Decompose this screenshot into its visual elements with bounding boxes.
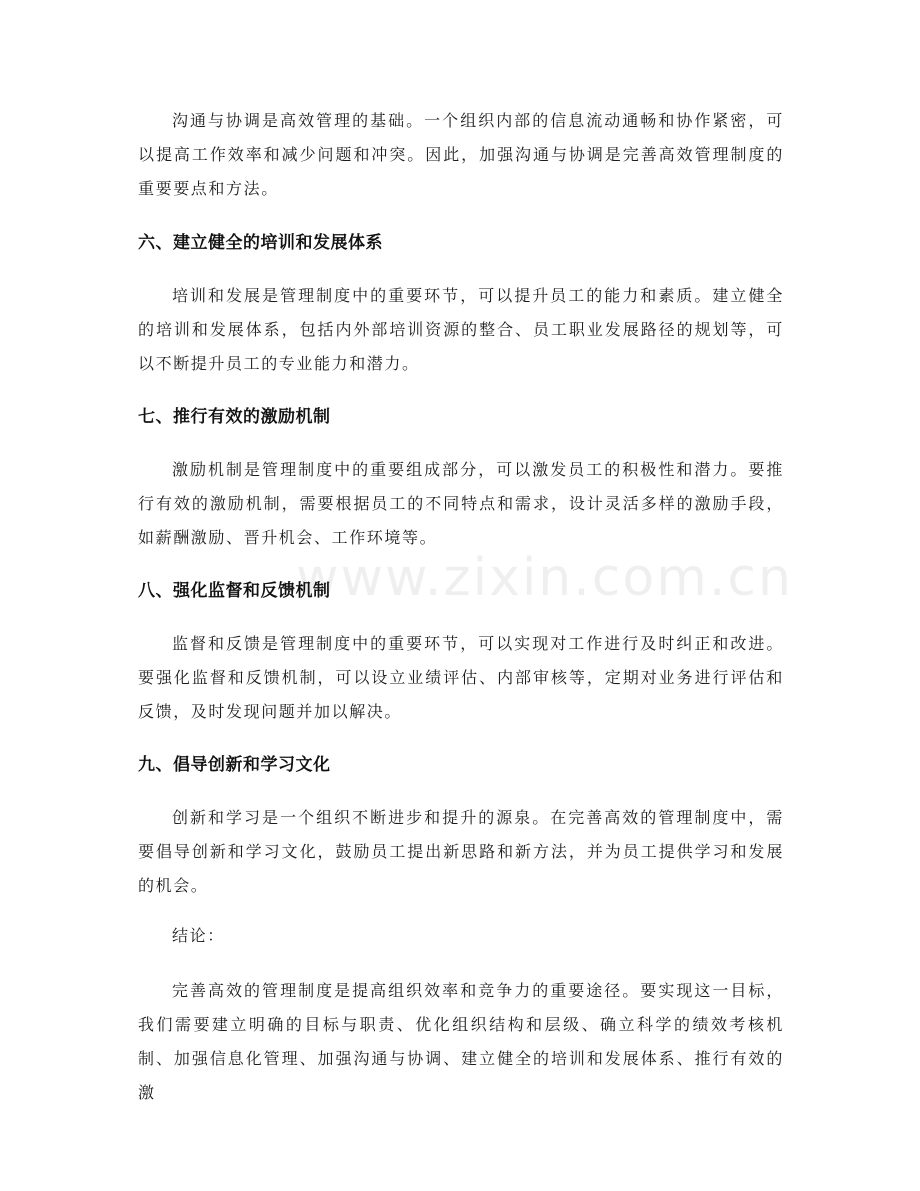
conclusion-label: 结论： xyxy=(172,926,225,945)
heading-section-7: 七、推行有效的激励机制 xyxy=(138,407,331,427)
paragraph-section-9: 创新和学习是一个组织不断进步和提升的源泉。在完善高效的管理制度中，需要倡导创新和学习文化，鼓励员工提出新思路和新方法，并为员工提供学习和发展的机会。 xyxy=(138,808,784,895)
heading-section-6: 六、建立健全的培训和发展体系 xyxy=(138,233,383,253)
paragraph-section-8: 监督和反馈是管理制度中的重要环节，可以实现对工作进行及时纠正和改进。要强化监督和反馈机制，可以设立业绩评估、内部审核等，定期对业务进行评估和反馈，及时发现问题并加以解决。 xyxy=(138,634,784,721)
watermark: www.zixin.com.cn xyxy=(296,548,793,608)
paragraph-communication: 沟通与协调是高效管理的基础。一个组织内部的信息流动通畅和协作紧密，可以提高工作效率和减少问题和冲突。因此，加强沟通与协调是完善高效管理制度的重要要点和方法。 xyxy=(138,111,784,198)
paragraph-section-7: 激励机制是管理制度中的重要组成部分，可以激发员工的积极性和潜力。要推行有效的激励机制，需要根据员工的不同特点和需求，设计灵活多样的激励手段，如薪酬激励、晋升机会、工作环境等。 xyxy=(138,460,784,547)
paragraph-section-6: 培训和发展是管理制度中的重要环节，可以提升员工的能力和素质。建立健全的培训和发展体系，包括内外部培训资源的整合、员工职业发展路径的规划等，可以不断提升员工的专业能力和潜力。 xyxy=(138,286,784,373)
paragraph-conclusion: 完善高效的管理制度是提高组织效率和竞争力的重要途径。要实现这一目标，我们需要建立明确的目标与职责、优化组织结构和层级、确立科学的绩效考核机制、加强信息化管理、加强沟通与协调、建立健全的培训和发展体系、推行有效的激 xyxy=(138,981,784,1102)
heading-section-9: 九、倡导创新和学习文化 xyxy=(138,755,331,775)
heading-section-8: 八、强化监督和反馈机制 xyxy=(138,581,331,601)
